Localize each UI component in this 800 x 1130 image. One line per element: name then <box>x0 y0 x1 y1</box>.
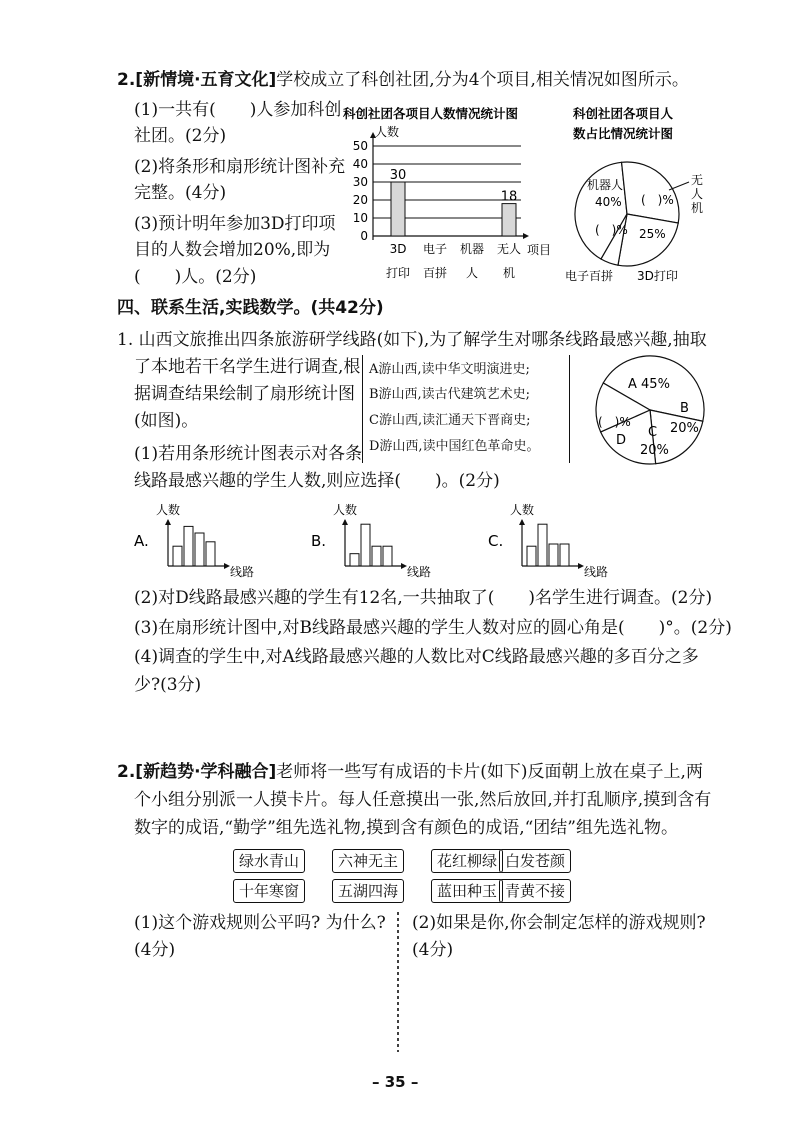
p1-s1-line1: (1)若用条形统计图表示对各条 <box>134 444 363 464</box>
idiom-card: 青黄不接 <box>499 879 571 903</box>
club-pie-chart <box>565 104 715 284</box>
routes-box <box>362 355 570 463</box>
p1-s4-line2: 少?(3分) <box>134 675 202 695</box>
q2-stem: 学校成立了科创社团,分为4个项目,相关情况如图所示。 <box>276 70 689 90</box>
bar1-category-top: 机器 <box>459 242 485 256</box>
p2-s2-line2: (4分) <box>412 940 454 960</box>
q2-part3-line3: ( )人。(2分) <box>134 267 257 287</box>
bar1-bar <box>502 204 516 236</box>
dotted-divider <box>392 912 404 1052</box>
option-bar <box>383 546 392 566</box>
pie2-label-c-pct: 20% <box>640 443 669 458</box>
p2-line3: 数字的成语,“勤学”组先选礼物,摸到含有颜色的成语,“团结”组先选礼物。 <box>134 818 678 838</box>
option-bar <box>538 524 547 566</box>
p2-tag: [新趋势·学科融合] <box>135 762 277 782</box>
svg-text:机: 机 <box>691 201 704 215</box>
pie1-label-robot: 机器人 <box>587 178 624 192</box>
bar1-ytick: 50 <box>352 139 368 153</box>
bar1-title: 科创社团各项目人数情况统计图 <box>343 106 519 121</box>
bar1-ytick: 40 <box>352 157 368 171</box>
bar1-value-label: 30 <box>389 168 407 183</box>
option-ylabel: 人数 <box>156 503 181 517</box>
option-letter: C. <box>488 532 504 550</box>
p1-s3: (3)在扇形统计图中,对B线路最感兴趣的学生人数对应的圆心角是( )°。(2分) <box>134 618 732 638</box>
route-a: A游山西,读中华文明演进史; <box>369 362 530 377</box>
option-bar <box>527 546 536 566</box>
pie1-label-elec-pct: ( )% <box>595 223 628 237</box>
page-number: – 35 – <box>372 1073 419 1091</box>
p1-s4-line1: (4)调查的学生中,对A线路最感兴趣的人数比对C线路最感兴趣的多百分之多 <box>134 647 699 667</box>
idiom-card: 蓝田种玉 <box>431 879 503 903</box>
p2-s1-line2: (4分) <box>134 940 176 960</box>
pie1-title1: 科创社团各项目人 <box>573 106 674 121</box>
idiom-card: 花红柳绿 <box>431 849 503 873</box>
option-a-chart <box>130 500 270 580</box>
p1-line2: 了本地若干名学生进行调查,根 <box>134 357 361 377</box>
option-xlabel: 线路 <box>407 565 432 579</box>
q2-part2-line1: (2)将条形和扇形统计图补充 <box>134 157 346 177</box>
pie1-outer-elec: 电子百拼 <box>565 269 614 283</box>
p1-line1: 1. 山西文旅推出四条旅游研学线路(如下),为了解学生对哪条线路最感兴趣,抽取 <box>117 330 707 350</box>
pie1-label-3d-pct: 25% <box>639 227 666 241</box>
option-b-chart <box>307 500 447 580</box>
p1-line4: (如图)。 <box>134 411 199 431</box>
p2-line1 <box>117 761 703 783</box>
p1-line3: 据调查结果绘制了扇形统计图 <box>134 384 355 404</box>
p1-s2: (2)对D线路最感兴趣的学生有12名,一共抽取了( )名学生进行调查。(2分) <box>134 588 713 608</box>
routes-pie-chart <box>588 352 712 468</box>
option-bar <box>173 546 182 566</box>
option-xlabel: 线路 <box>584 565 609 579</box>
option-letter: A. <box>134 532 149 550</box>
bar1-ytick: 0 <box>360 229 368 243</box>
bar1-ylabel: 人数 <box>375 125 400 139</box>
bar1-xlabel: 项目 <box>527 243 552 257</box>
pie1-label-robot-pct: 40% <box>595 195 622 209</box>
option-bar <box>195 533 204 566</box>
bar1-ytick: 30 <box>352 175 368 189</box>
option-yaxis-arrow <box>342 519 348 525</box>
option-bar <box>549 544 558 566</box>
option-yaxis-arrow <box>519 519 525 525</box>
option-bar <box>206 542 215 566</box>
bar1-category-bottom: 人 <box>465 266 479 280</box>
bar1-category-bottom: 机 <box>502 266 516 280</box>
idiom-card: 十年寒窗 <box>233 879 305 903</box>
pie1-outer-drone <box>691 173 703 215</box>
pie2-label-b-letter: B <box>680 401 689 416</box>
pie1-label-drone-pct: ( )% <box>641 193 674 207</box>
bar1-category-top: 电子 <box>422 242 448 256</box>
q2-part2-line2: 完整。(4分) <box>134 183 227 203</box>
option-bar <box>372 546 381 566</box>
q2-part1-line1: (1)一共有( )人参加科创 <box>134 100 342 120</box>
option-letter: B. <box>311 532 327 550</box>
pie2-label-a: A 45% <box>628 377 670 392</box>
pie2-label-d-pct: ( )% <box>598 415 631 429</box>
p2-s2-line1: (2)如果是你,你会制定怎样的游戏规则? <box>412 913 706 933</box>
route-c: C游山西,读汇通天下晋商史; <box>369 413 531 428</box>
idiom-card: 白发苍颜 <box>499 849 571 873</box>
p2-number: 2. <box>117 762 136 782</box>
bar1-category-bottom: 百拼 <box>422 266 448 280</box>
q2-part3-line1: (3)预计明年参加3D打印项 <box>134 214 336 234</box>
bar1-ytick: 10 <box>352 211 368 225</box>
option-c-chart <box>484 500 624 580</box>
section4-title: 四、联系生活,实践数学。(共42分) <box>117 298 384 318</box>
idiom-card: 绿水青山 <box>233 849 305 873</box>
bar1-category-top: 3D <box>389 242 407 256</box>
option-bar <box>184 526 193 566</box>
q2-line <box>117 69 689 91</box>
bar1-xaxis-arrow <box>523 233 529 239</box>
bar1-category-bottom: 打印 <box>385 266 411 280</box>
bar1-category-top: 无人 <box>496 242 522 256</box>
p2-line1-text: 老师将一些写有成语的卡片(如下)反面朝上放在桌子上,两 <box>276 762 703 782</box>
bar1-ytick: 20 <box>352 193 368 207</box>
q2-part3-line2: 目的人数会增加20%,即为 <box>134 240 331 260</box>
svg-text:无: 无 <box>691 173 704 187</box>
bar1-bar <box>391 182 405 236</box>
option-ylabel: 人数 <box>510 503 535 517</box>
q2-tag: [新情境·五育文化] <box>135 70 277 90</box>
option-yaxis-arrow <box>165 519 171 525</box>
route-d: D游山西,读中国红色革命史。 <box>369 439 540 454</box>
p2-s1-line1: (1)这个游戏规则公平吗? 为什么? <box>134 913 386 933</box>
q2-number: 2. <box>117 70 136 90</box>
option-bar <box>361 524 370 566</box>
pie1-title2: 数占比情况统计图 <box>573 126 674 141</box>
option-bar <box>350 554 359 566</box>
idiom-card: 六神无主 <box>332 849 404 873</box>
pie2-label-d-letter: D <box>616 433 627 448</box>
pie2-label-c-letter: C <box>648 425 658 440</box>
pie1-outer-3d: 3D打印 <box>637 269 678 283</box>
option-xlabel: 线路 <box>230 565 255 579</box>
idiom-card: 五湖四海 <box>332 879 404 903</box>
pie2-label-b-pct: 20% <box>670 421 699 436</box>
p1-s1-line2: 线路最感兴趣的学生人数,则应选择( )。(2分) <box>134 471 500 491</box>
option-ylabel: 人数 <box>333 503 358 517</box>
q2-part1-line2: 社团。(2分) <box>134 126 227 146</box>
p2-line2: 个小组分别派一人摸卡片。每人任意摸出一张,然后放回,并打乱顺序,摸到含有 <box>134 790 712 810</box>
route-b: B游山西,读古代建筑艺术史; <box>369 387 531 402</box>
bar1-value-label: 18 <box>500 189 518 205</box>
svg-text:人: 人 <box>691 187 704 201</box>
option-bar <box>560 544 569 566</box>
club-bar-chart <box>343 104 558 284</box>
